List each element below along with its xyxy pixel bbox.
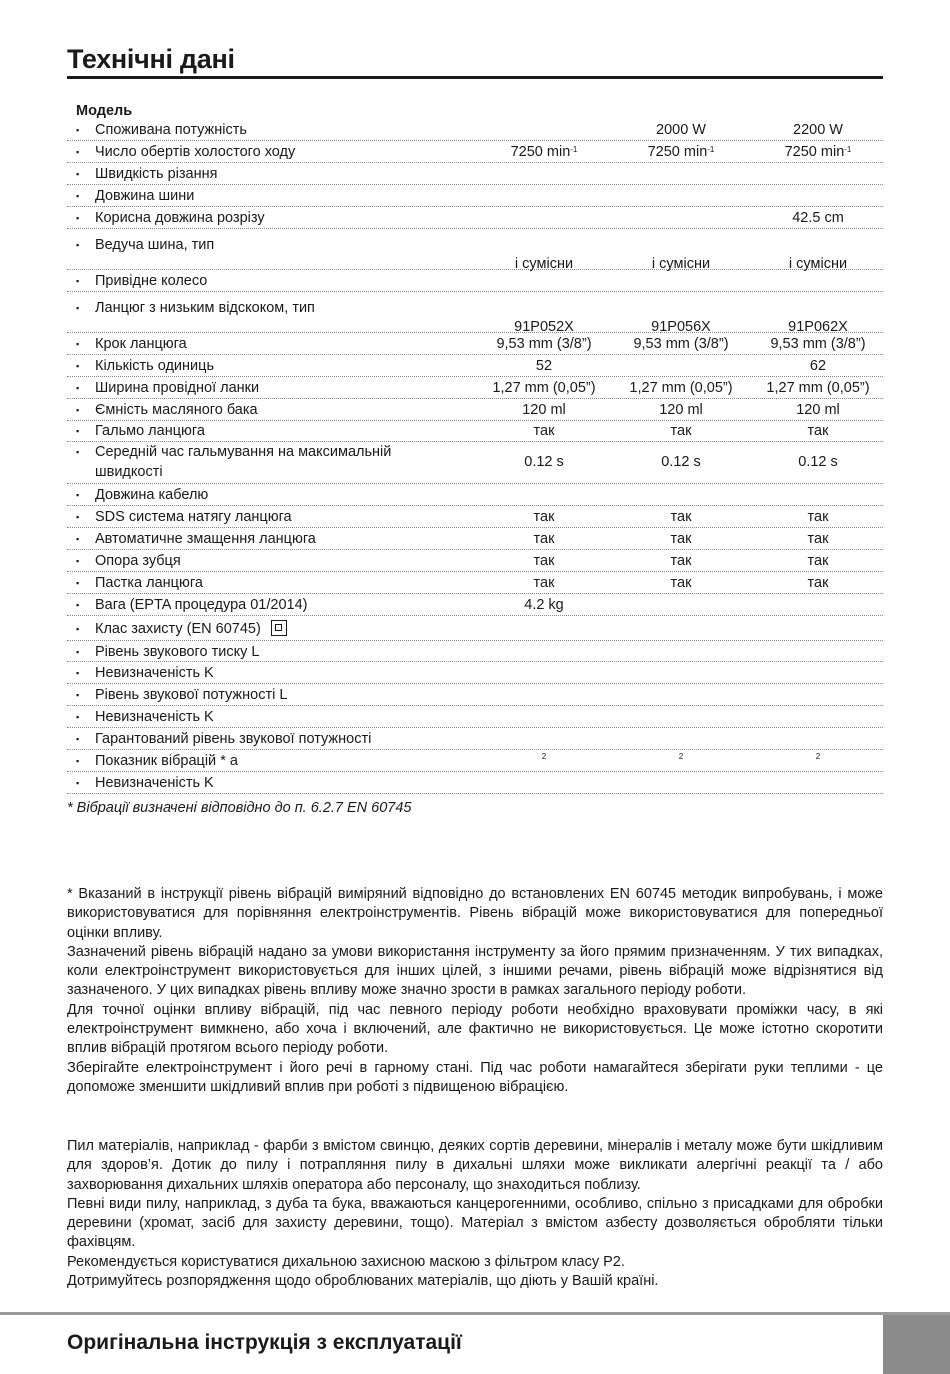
vibration-footnote: * Вібрації визначені відповідно до п. 6.2.7 EN 60745 bbox=[67, 800, 412, 816]
spec-row bbox=[67, 442, 883, 484]
spec-row bbox=[67, 594, 883, 616]
bullet-icon: ▪ bbox=[76, 712, 80, 722]
spec-value-c1: так bbox=[533, 553, 555, 569]
spec-value-c1: 1,27 mm (0,05”) bbox=[492, 380, 596, 396]
spec-row bbox=[67, 141, 883, 163]
bullet-icon: ▪ bbox=[76, 556, 80, 566]
spec-value-c2: 2 bbox=[678, 752, 684, 761]
spec-value-c2: так bbox=[670, 423, 692, 439]
spec-label: Невизначеність K bbox=[95, 665, 214, 681]
spec-label: Автоматичне змащення ланцюга bbox=[95, 531, 316, 547]
spec-row bbox=[67, 616, 883, 641]
spec-row bbox=[67, 229, 883, 270]
bullet-icon: ▪ bbox=[76, 383, 80, 393]
spec-value-c1: так bbox=[533, 423, 555, 439]
spec-value-c3: 62 bbox=[809, 358, 827, 374]
spec-row bbox=[67, 684, 883, 706]
spec-label: Клас захисту (EN 60745) bbox=[95, 619, 287, 639]
spec-table bbox=[67, 100, 883, 794]
spec-value-c1: 9,53 mm (3/8”) bbox=[496, 336, 592, 352]
spec-label: Гарантований рівень звукової потужності bbox=[95, 731, 372, 747]
bullet-icon: ▪ bbox=[76, 125, 80, 135]
spec-label: Число обертів холостого ходу bbox=[95, 144, 296, 160]
paragraph: Пил матеріалів, наприклад - фарби з вмістом свинцю, деяких сортів деревини, мінералів і металу може бути шкідливим для здоров’я. Дотик до пилу і потрапляння пилу в дихальні шляхи може викликати алергічні реакції та / або захворювання дихальних шляхів оператора або персоналу, що знаходиться поблизу. bbox=[67, 1138, 883, 1193]
spec-row bbox=[67, 163, 883, 185]
spec-row bbox=[67, 528, 883, 550]
spec-row bbox=[67, 550, 883, 572]
spec-label: Швидкість різання bbox=[95, 166, 218, 182]
spec-label: Корисна довжина розрізу bbox=[95, 210, 265, 226]
spec-value-c3: і сумісни bbox=[788, 256, 848, 272]
page-title: Технічні дані bbox=[67, 44, 235, 74]
spec-value-c3: 0.12 s bbox=[798, 454, 838, 470]
spec-label: Привідне колесо bbox=[95, 273, 208, 289]
vibration-notes bbox=[67, 885, 883, 1097]
spec-value-c2: 1,27 mm (0,05”) bbox=[629, 380, 733, 396]
spec-value-c1: 7250 $\min^{-1}$ bbox=[510, 144, 578, 160]
spec-row bbox=[67, 399, 883, 421]
spec-value-c3: 1,27 mm (0,05”) bbox=[766, 380, 870, 396]
spec-value-c2: так bbox=[670, 509, 692, 525]
bullet-icon: ▪ bbox=[76, 690, 80, 700]
bullet-icon: ▪ bbox=[76, 276, 80, 286]
spec-value-c3: 91P062X bbox=[788, 319, 848, 335]
spec-value-c1: так bbox=[533, 531, 555, 547]
spec-value-c3: так bbox=[807, 531, 829, 547]
spec-value-c2: 120 ml bbox=[659, 402, 703, 418]
bullet-icon: ▪ bbox=[76, 734, 80, 744]
spec-row bbox=[67, 270, 883, 292]
bullet-icon: ▪ bbox=[76, 490, 80, 500]
spec-label: Ємність масляного бака bbox=[95, 402, 258, 418]
spec-label: Середній час гальмування на максимальній швидкості bbox=[95, 444, 392, 480]
protection-class-ii-icon bbox=[271, 620, 287, 636]
spec-value-c3: так bbox=[807, 509, 829, 525]
page-tab-marker bbox=[883, 1315, 950, 1374]
spec-value-c1: так bbox=[533, 575, 555, 591]
bullet-icon: ▪ bbox=[76, 240, 80, 250]
bullet-icon: ▪ bbox=[76, 447, 80, 457]
bullet-icon: ▪ bbox=[76, 339, 80, 349]
spec-value-c2: так bbox=[670, 575, 692, 591]
spec-value-c2: так bbox=[670, 531, 692, 547]
paragraph: Дотримуйтесь розпорядження щодо оброблюваних матеріалів, що діють у Вашій країні. bbox=[67, 1273, 659, 1290]
spec-header-row bbox=[67, 100, 883, 119]
bullet-icon: ▪ bbox=[76, 778, 80, 788]
spec-row bbox=[67, 772, 883, 794]
footer-divider bbox=[0, 1312, 950, 1315]
title-divider bbox=[67, 76, 883, 79]
spec-value-c1: і сумісни bbox=[514, 256, 574, 272]
spec-label: Ширина провідної ланки bbox=[95, 380, 260, 396]
spec-value-c3: 2 bbox=[815, 752, 821, 761]
spec-row bbox=[67, 119, 883, 141]
spec-label: Невизначеність K bbox=[95, 709, 214, 725]
spec-value-c2: 7250 $\min^{-1}$ bbox=[647, 144, 715, 160]
spec-row bbox=[67, 750, 883, 772]
spec-value-c2: і сумісни bbox=[651, 256, 711, 272]
spec-label: Вага (EPTA процедура 01/2014) bbox=[95, 597, 308, 613]
spec-value-c3: 2200 W bbox=[793, 122, 843, 138]
spec-row bbox=[67, 506, 883, 528]
spec-value-c3: так bbox=[807, 423, 829, 439]
bullet-icon: ▪ bbox=[76, 756, 80, 766]
spec-label: SDS система натягу ланцюга bbox=[95, 509, 292, 525]
bullet-icon: ▪ bbox=[76, 147, 80, 157]
bullet-icon: ▪ bbox=[76, 512, 80, 522]
spec-label: Крок ланцюга bbox=[95, 336, 187, 352]
bullet-icon: ▪ bbox=[76, 303, 80, 313]
spec-value-c3: так bbox=[807, 553, 829, 569]
paragraph: Рекомендується користуватися дихальною захисною маскою з фільтром класу P2. bbox=[67, 1253, 625, 1270]
dust-notes bbox=[67, 1137, 883, 1291]
spec-row bbox=[67, 572, 883, 594]
spec-label: Рівень звукової потужності L bbox=[95, 687, 288, 703]
bullet-icon: ▪ bbox=[76, 169, 80, 179]
bullet-icon: ▪ bbox=[76, 405, 80, 415]
spec-value-c1: 120 ml bbox=[522, 402, 566, 418]
spec-label: Ведуча шина, тип bbox=[95, 237, 215, 253]
bullet-icon: ▪ bbox=[76, 361, 80, 371]
bullet-icon: ▪ bbox=[76, 534, 80, 544]
bullet-icon: ▪ bbox=[76, 191, 80, 201]
spec-label: Невизначеність K bbox=[95, 775, 214, 791]
spec-value-c1: 0.12 s bbox=[524, 454, 564, 470]
spec-value-c1: так bbox=[533, 509, 555, 525]
spec-label: Пастка ланцюга bbox=[95, 575, 203, 591]
spec-value-c3: 42.5 cm bbox=[792, 210, 844, 226]
spec-value-c3: 120 ml bbox=[796, 402, 840, 418]
spec-value-c2: 0.12 s bbox=[661, 454, 701, 470]
spec-label: Споживана потужність bbox=[95, 122, 247, 138]
paragraph: Зберігайте електроінструмент і його речі в гарному стані. Під час роботи намагайтеся зберігати руки теплими - це допоможе зменшити шкідливий вплив при роботі з підвищеною вібрацією. bbox=[67, 1059, 883, 1095]
paragraph: * Вказаний в інструкції рівень вібрацій виміряний відповідно до встановлених EN 60745 методик випробувань, і може використовуватися для порівняння електроінструментів. Рівень вібрацій може використовуватися для попередньої оцінки впливу. bbox=[67, 886, 883, 941]
spec-value-c1: 2 bbox=[541, 752, 547, 761]
paragraph: Певні види пилу, наприклад, з дуба та бука, вважаються канцерогенними, особливо, спільно з присадками для обробки деревини (хромат, засіб для захисту деревини, тощо). Матеріал з вмістом азбесту дозволяється обробляти тільки фахівцям. bbox=[67, 1195, 883, 1251]
spec-value-c3: так bbox=[807, 575, 829, 591]
spec-row bbox=[67, 421, 883, 442]
spec-value-c1: 91P052X bbox=[514, 319, 574, 335]
paragraph: Зазначений рівень вібрацій надано за умови використання інструменту за його прямим призначенням. У тих випадках, коли електроінструмент використовується для інших цілей, з іншими речами, рівень вібрацій може відрізнятися від зазначеного. У цих випадках рівень впливу може значно зрости в рамках загального періоду роботи. bbox=[67, 943, 883, 999]
spec-row bbox=[67, 706, 883, 728]
bullet-icon: ▪ bbox=[76, 426, 80, 436]
spec-label: Показник вібрацій * a bbox=[95, 753, 238, 769]
spec-label: Довжина кабелю bbox=[95, 487, 209, 503]
spec-label: Ланцюг з низьким відскоком, тип bbox=[95, 300, 315, 316]
spec-row bbox=[67, 185, 883, 207]
spec-label: Рівень звукового тиску L bbox=[95, 644, 260, 660]
spec-label: Гальмо ланцюга bbox=[95, 423, 205, 439]
spec-value-c2: так bbox=[670, 553, 692, 569]
model-header: Модель bbox=[76, 103, 133, 119]
spec-value-c2: 2000 W bbox=[656, 122, 706, 138]
spec-row bbox=[67, 662, 883, 684]
spec-row bbox=[67, 355, 883, 377]
spec-value-c3: 9,53 mm (3/8”) bbox=[770, 336, 866, 352]
bullet-icon: ▪ bbox=[76, 668, 80, 678]
spec-row bbox=[67, 207, 883, 229]
spec-row bbox=[67, 292, 883, 333]
bullet-icon: ▪ bbox=[76, 213, 80, 223]
footer-title: Оригінальна інструкція з експлуатації bbox=[67, 1331, 462, 1354]
spec-value-c3: 7250 $\min^{-1}$ bbox=[784, 144, 852, 160]
paragraph: Для точної оцінки впливу вібрацій, під час певного періоду роботи необхідно враховувати проміжки часу, в які електроінструмент вимкнено, або хоча і включений, але фактично не використовується. Це може істотно скоротити вплив вібрацій протягом всього періоду роботи. bbox=[67, 1001, 883, 1057]
spec-row bbox=[67, 333, 883, 355]
spec-value-c2: 91P056X bbox=[651, 319, 711, 335]
spec-value-c2: 9,53 mm (3/8”) bbox=[633, 336, 729, 352]
bullet-icon: ▪ bbox=[76, 600, 80, 610]
bullet-icon: ▪ bbox=[76, 647, 80, 657]
spec-value-c1: 4.2 kg bbox=[524, 597, 564, 613]
spec-row bbox=[67, 377, 883, 399]
spec-label: Довжина шини bbox=[95, 188, 195, 204]
spec-value-c1: 52 bbox=[535, 358, 553, 374]
bullet-icon: ▪ bbox=[76, 578, 80, 588]
spec-label: Опора зубця bbox=[95, 553, 181, 569]
spec-label: Кількість одиниць bbox=[95, 358, 214, 374]
spec-row bbox=[67, 641, 883, 662]
spec-row bbox=[67, 484, 883, 506]
bullet-icon: ▪ bbox=[76, 624, 80, 634]
